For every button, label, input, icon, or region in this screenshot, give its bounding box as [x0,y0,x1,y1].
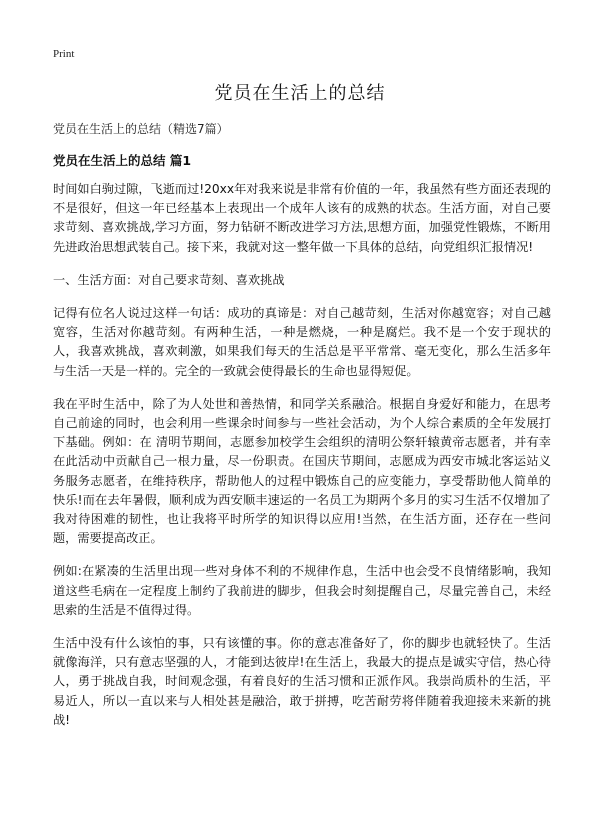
paragraph-quote: 记得有位名人说过这样一句话：成功的真谛是：对自己越苛刻，生活对你越宽容；对自己越宽容，生活对你越苛刻。有两种生活，一种是燃烧，一种是腐烂。我不是一个安于现状的人，我喜欢挑战，喜欢刺激，如果我们每天的生活总是平平常常、毫无变化，那么生活多年与生活一天是一样的。完全的一致就会使得最长的生命也显得短促。 [53,306,551,378]
document-subtitle: 党员在生活上的总结（精选7篇） [53,122,229,136]
document-title: 党员在生活上的总结 [214,83,386,104]
document-body [53,180,551,744]
paragraph-conclusion: 生活中没有什么该怕的事，只有该懂的事。你的意志准备好了，你的脚步也就轻快了。生活就像海洋，只有意志坚强的人，才能到达彼岸!在生活上，我最大的提点是诚实守信，热心待人，勇于挑战自我，时间观念强，有着良好的生活习惯和正派作风。我崇尚质朴的生活，平易近人，所以一直以来与人相处甚是融洽，敢于拼搏，吃苦耐劳将伴随着我迎接未来新的挑战! [53,636,551,727]
paragraph-intro: 时间如白驹过隙，飞逝而过!20xx年对我来说是非常有价值的一年，我虽然有些方面还表现的不是很好，但这一年已经基本上表现出一个成年人该有的成熟的状态。生活方面，对自己要求苛刻、喜欢挑战,学习方面，努力钻研不断改进学习方法,思想方面，加强党性锻炼，不断用先进政治思想武装自己。接下来，我就对这一整年做一下具体的总结，向党组织汇报情况! [53,182,551,254]
paragraph-daily-life: 我在平时生活中，除了为人处世和善热情，和同学关系融洽。根据自身爱好和能力，在思考自己前途的同时，也会利用一些课余时间参与一些社会活动，为个人综合素质的全年发展打下基础。例如：在 清明节期间，志愿参加校学生会组织的清明公祭轩辕黄帝志愿者，并有幸在此活动中贡献自己一根力量，尽一份职责。在国庆节期间，志愿成为西安市城北客运站义务服务志愿者，在维持秩序，帮助他人的过程中锻炼自己的应变能力，享受帮助他人简单的快乐!而在去年暑假，顺利成为西安顺丰速运的一名员工为期两个多月的实习生活不仅增加了我对待困难的韧性，也让我将平时所学的知识得以应用!当然，在生活方面，还存在一些问题，需要提高改正。 [53,396,551,546]
paragraph-shortcomings: 例如:在紧凑的生活里出现一些对身体不利的不规律作息，生活中也会受不良情绪影响，我知道这些毛病在一定程度上制约了我前进的脚步，但我会时刻提醒自己，尽量完善自己，未经思索的生活是不值得过得。 [53,564,551,617]
print-link[interactable]: Print [53,48,75,60]
section-heading: 党员在生活上的总结 篇1 [53,153,192,168]
paragraph-subheading: 一、生活方面：对自己要求苛刻、喜欢挑战 [53,272,285,287]
